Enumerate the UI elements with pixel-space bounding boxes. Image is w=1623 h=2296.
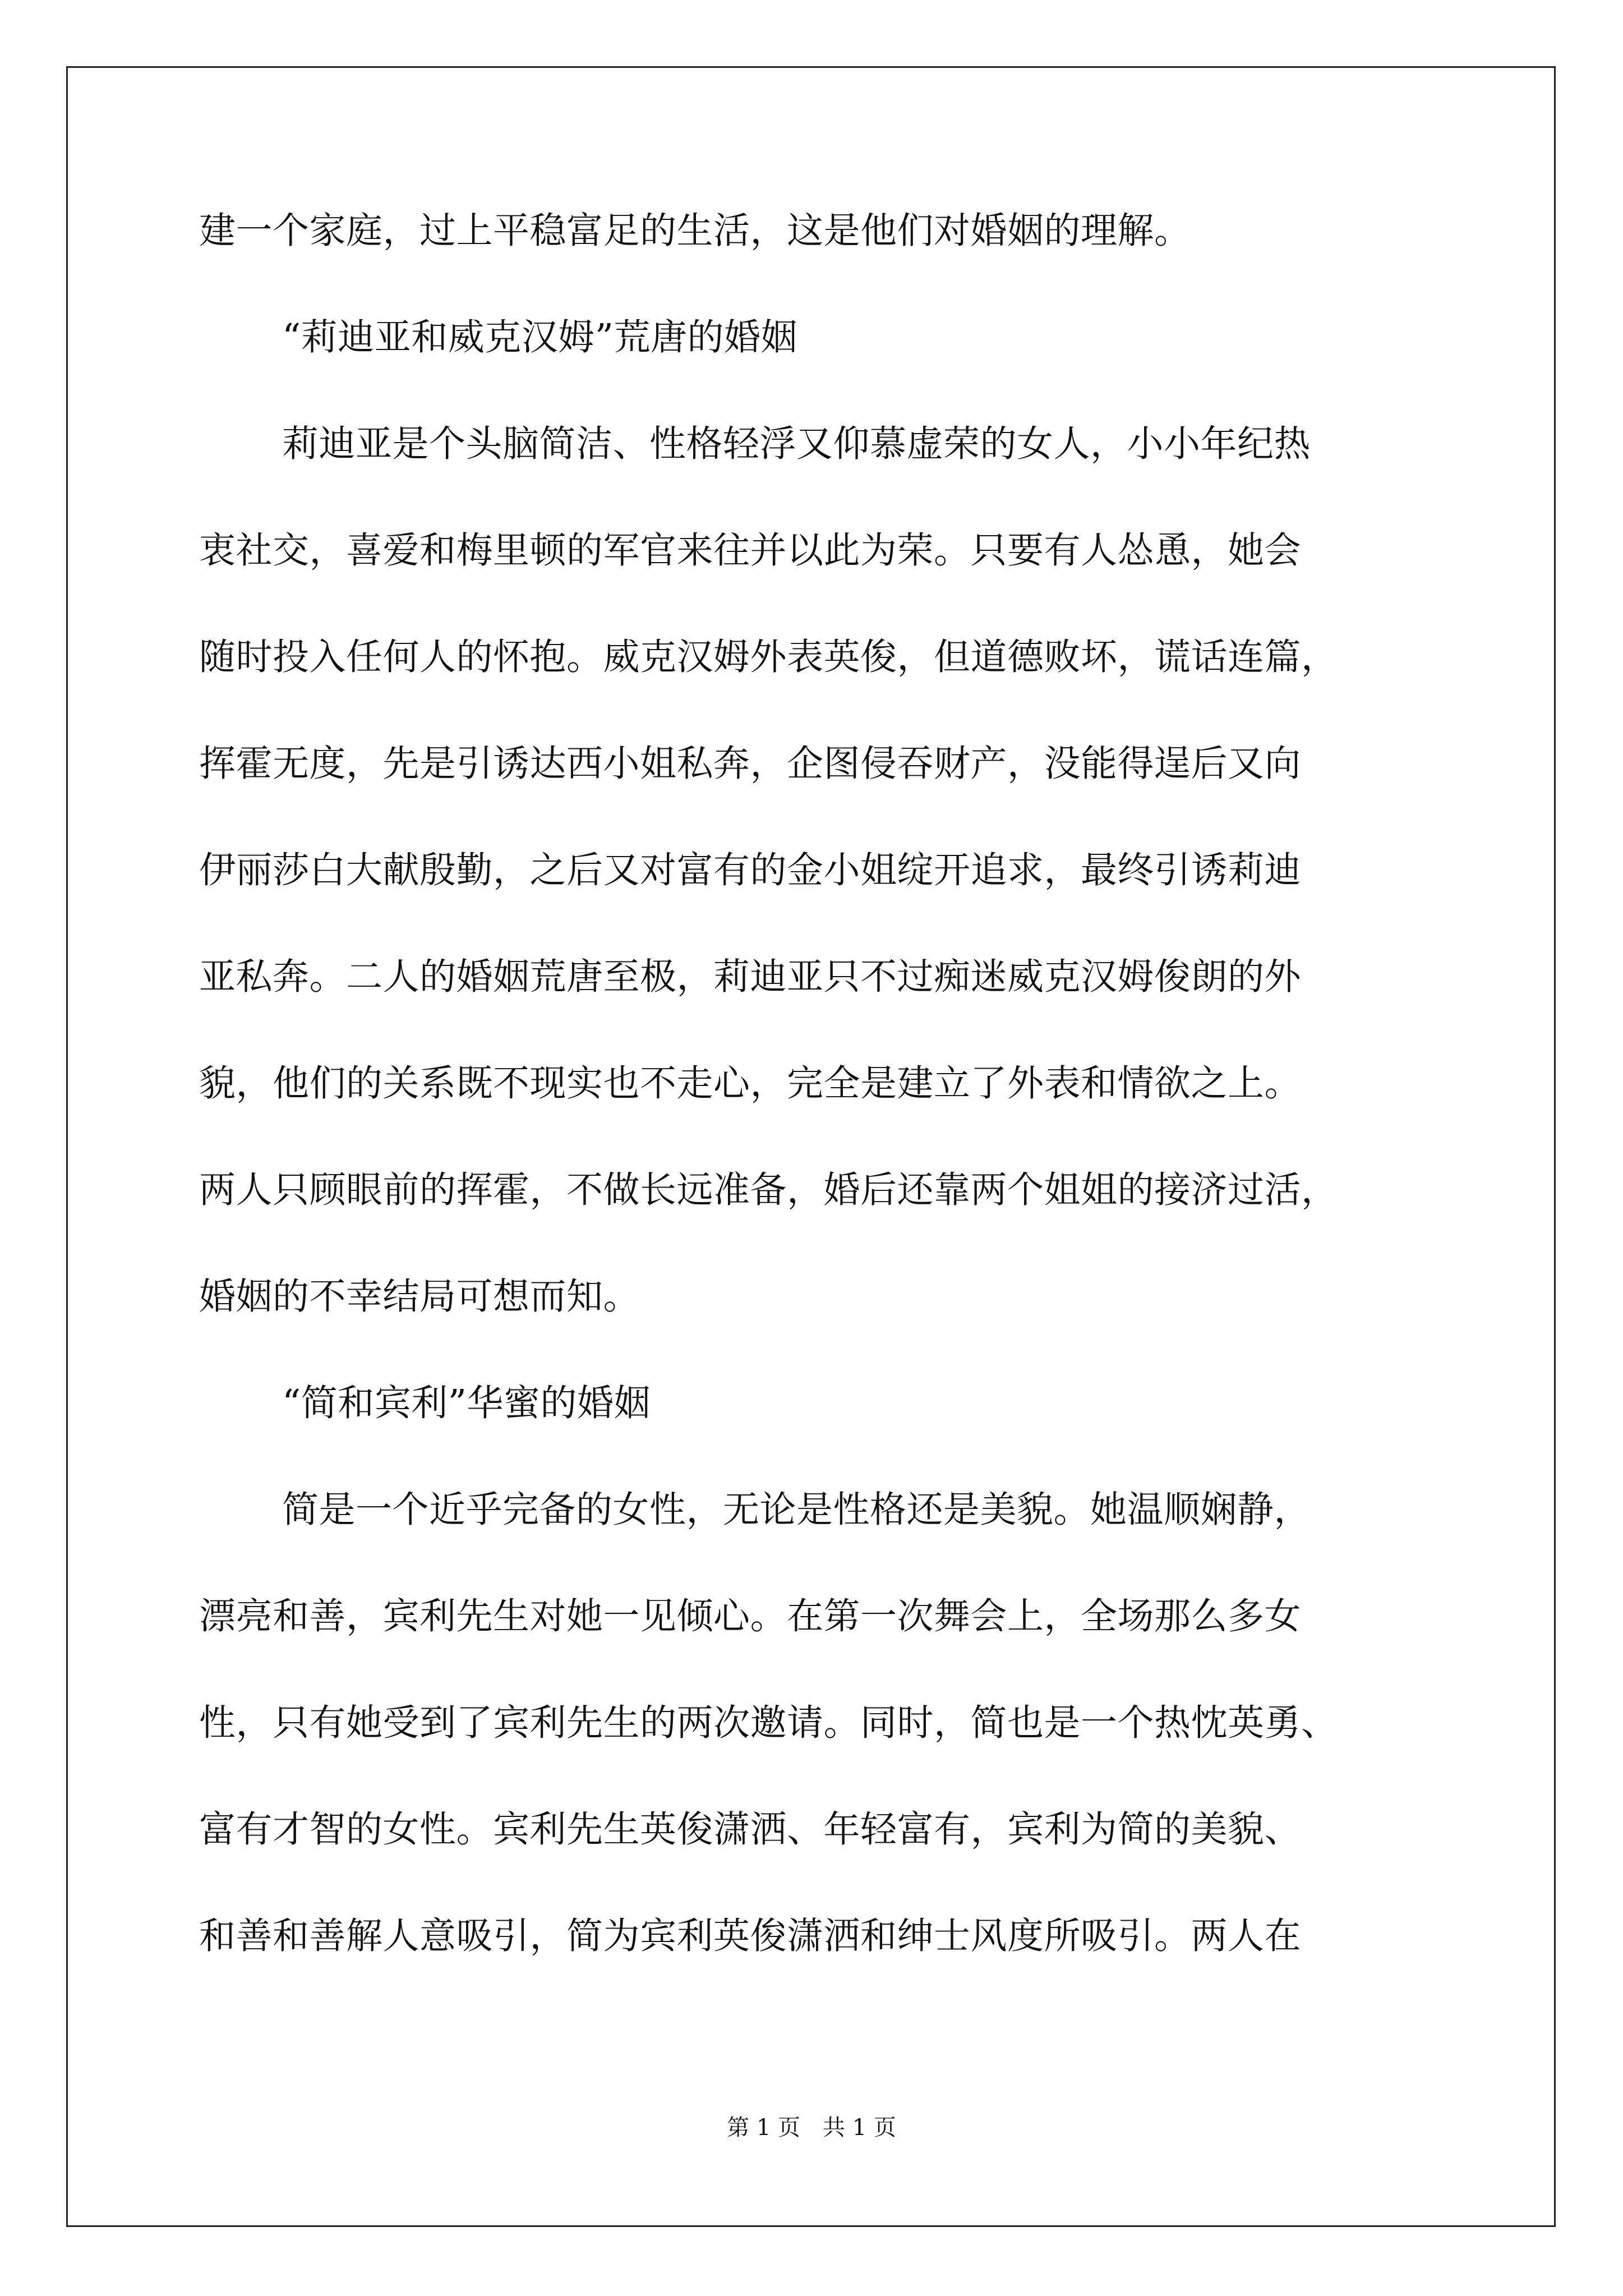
text-line: 婚姻的不幸结局可想而知。 <box>199 1276 640 1318</box>
section-heading: “简和宾利”华蜜的婚姻 <box>282 1382 651 1424</box>
text-line: 伊丽莎白大献殷勤，之后又对富有的金小姐绽开追求，最终引诱莉迪 <box>199 849 1302 891</box>
text-line: 亚私奔。二人的婚姻荒唐至极，莉迪亚只不过痴迷威克汉姆俊朗的外 <box>199 956 1302 998</box>
text-line: 挥霍无度，先是引诱达西小姐私奔，企图侵吞财产，没能得逞后又向 <box>199 743 1302 785</box>
text-line: 貌，他们的关系既不现实也不走心，完全是建立了外表和情欲之上。 <box>199 1062 1302 1105</box>
text-line: 性，只有她受到了宾利先生的两次邀请。同时，简也是一个热忱英勇、 <box>199 1702 1338 1744</box>
page-border <box>66 66 1556 2227</box>
text-line: 漂亮和善，宾利先生对她一见倾心。在第一次舞会上，全场那么多女 <box>199 1595 1302 1637</box>
text-line: 富有才智的女性。宾利先生英俊潇洒、年轻富有，宾利为简的美貌、 <box>199 1809 1302 1851</box>
section-heading: “莉迪亚和威克汉姆”荒唐的婚姻 <box>282 316 797 358</box>
text-line: 和善和善解人意吸引，简为宾利英俊潇洒和绅士风度所吸引。两人在 <box>199 1915 1302 1957</box>
text-line: 莉迪亚是个头脑简洁、性格轻浮又仰慕虚荣的女人，小小年纪热 <box>282 423 1311 465</box>
page-number-footer: 第 1 页 共 1 页 <box>727 2115 896 2141</box>
text-line: 随时投入任何人的怀抱。威克汉姆外表英俊，但道德败坏，谎话连篇， <box>199 636 1338 678</box>
text-line: 衷社交，喜爱和梅里顿的军官来往并以此为荣。只要有人怂恿，她会 <box>199 530 1302 572</box>
text-line: 简是一个近乎完备的女性，无论是性格还是美貌。她温顺娴静， <box>282 1489 1311 1531</box>
text-line: 两人只顾眼前的挥霍，不做长远准备，婚后还靠两个姐姐的接济过活， <box>199 1169 1338 1211</box>
text-line: 建一个家庭，过上平稳富足的生活，这是他们对婚姻的理解。 <box>199 210 1191 252</box>
